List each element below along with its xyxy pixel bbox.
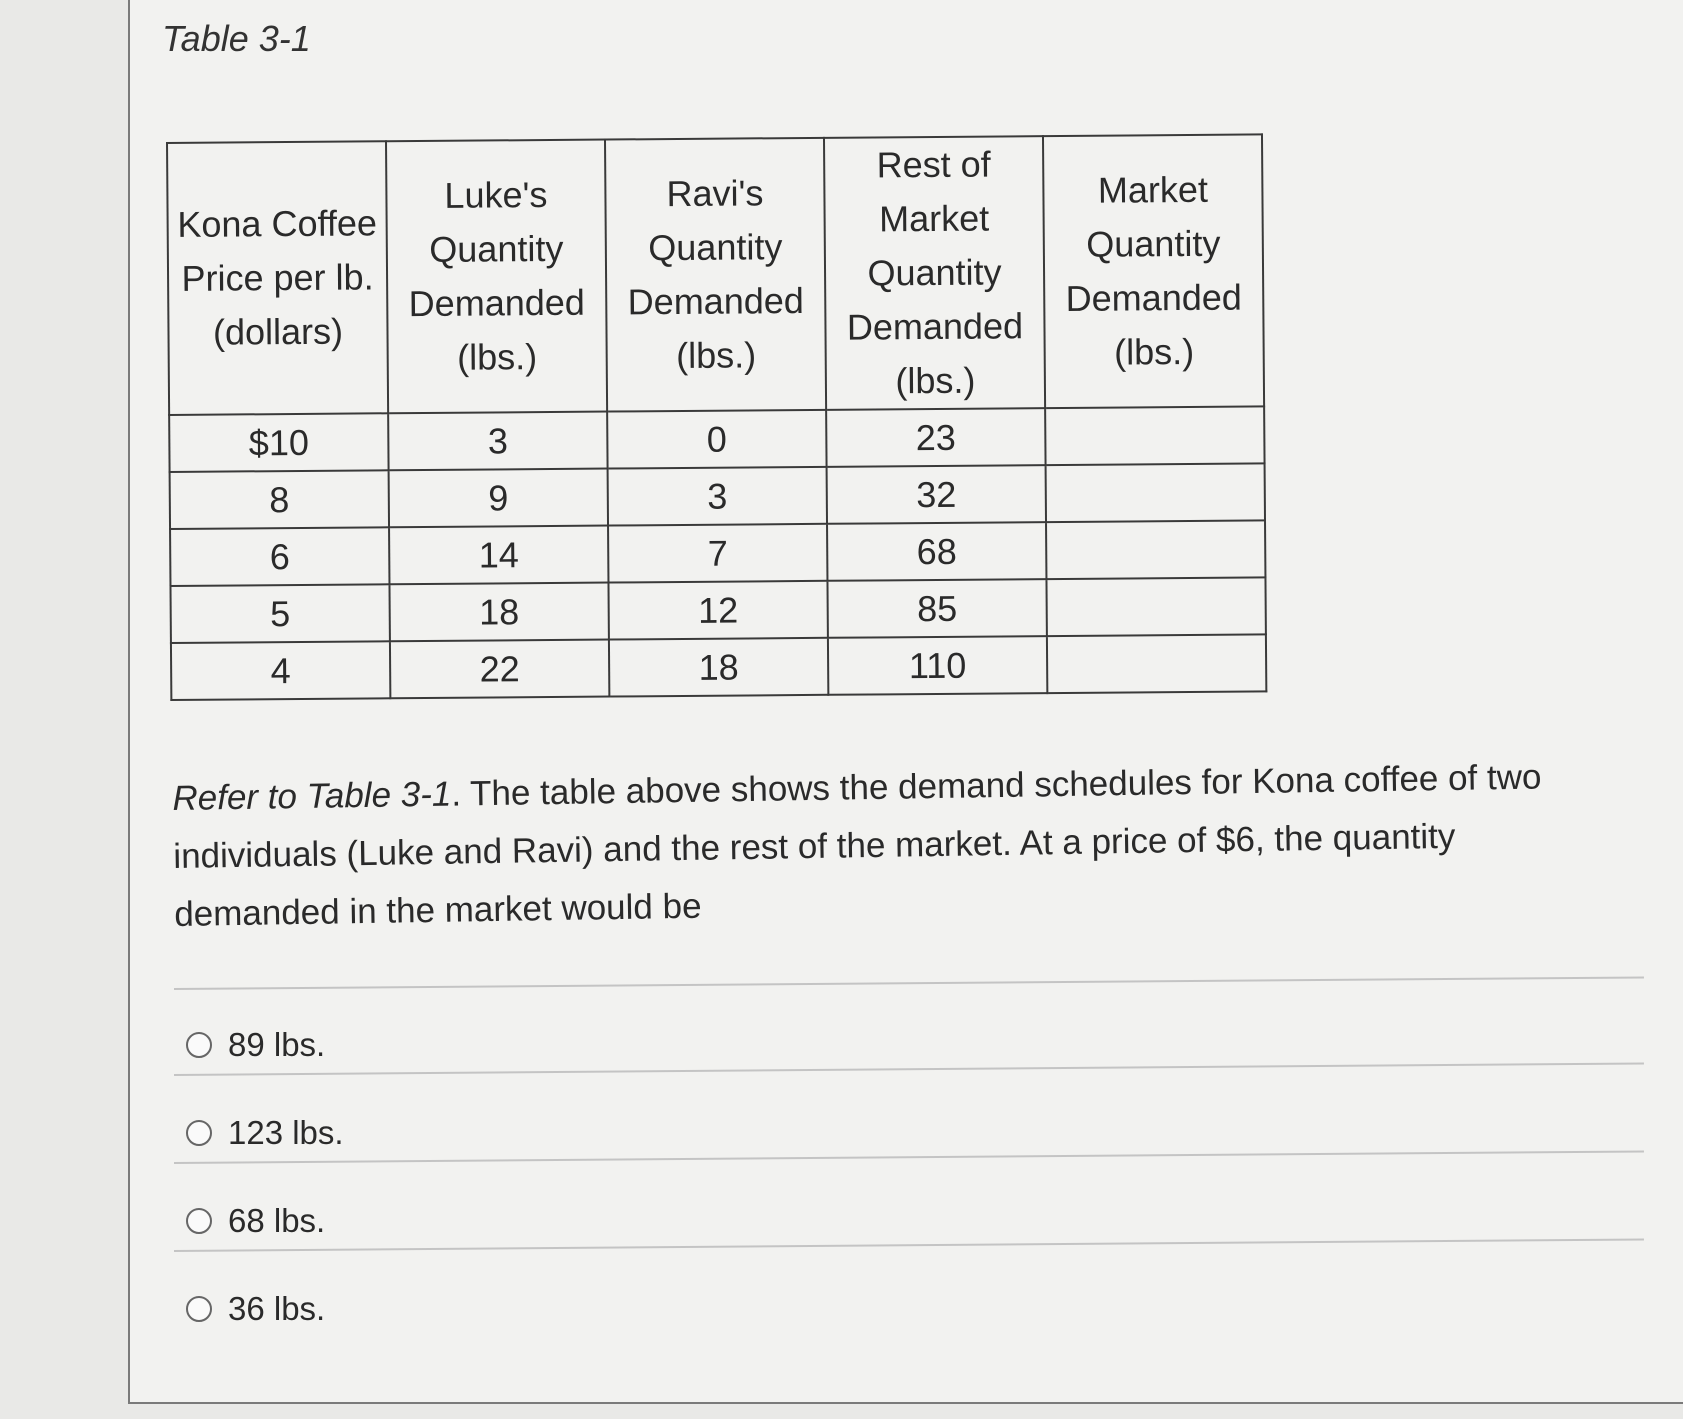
answer-option-1[interactable] <box>186 1026 325 1064</box>
table-cell: 8 <box>170 470 389 529</box>
header-price: Kona Coffee Price per lb. (dollars) <box>167 141 388 415</box>
question-body: . The table above shows the demand schedules for Kona coffee of two individuals (Luke and Ravi) and the rest of the market. At a price of $6, the quantity demanded in the market would be <box>173 757 1542 934</box>
table-cell: 3 <box>388 412 607 471</box>
answer-option-label: 36 lbs. <box>228 1290 326 1327</box>
header-luke: Luke's Quantity Demanded (lbs.) <box>386 140 607 414</box>
header-ravi: Ravi's Quantity Demanded (lbs.) <box>605 138 826 412</box>
table-cell: 18 <box>389 583 608 642</box>
table-cell: 0 <box>607 410 826 469</box>
table-cell-empty <box>1046 520 1265 579</box>
table-cell: 5 <box>170 584 389 643</box>
answer-option-label: 89 lbs. <box>228 1026 326 1063</box>
table-cell: 12 <box>608 581 827 640</box>
table-cell: 14 <box>389 526 608 585</box>
demand-table <box>166 133 1267 701</box>
header-rest-of-market: Rest of Market Quantity Demanded (lbs.) <box>824 136 1045 410</box>
radio-button[interactable] <box>186 1120 212 1146</box>
table-cell: 22 <box>390 640 609 699</box>
radio-button[interactable] <box>186 1208 212 1234</box>
table-cell-empty <box>1046 577 1265 636</box>
table-row <box>170 577 1265 643</box>
question-reference: Refer to Table 3-1 <box>172 774 452 818</box>
table-cell: 32 <box>827 465 1046 524</box>
table-row <box>170 463 1265 529</box>
table-cell: 6 <box>170 527 389 586</box>
table-cell: 23 <box>826 408 1045 467</box>
table-row <box>169 406 1264 472</box>
answer-option-2[interactable] <box>186 1114 344 1152</box>
header-market: Market Quantity Demanded (lbs.) <box>1043 134 1264 408</box>
table-cell: 68 <box>827 522 1046 581</box>
answer-option-label: 123 lbs. <box>228 1114 344 1151</box>
table-cell: 85 <box>827 579 1046 638</box>
question-text <box>172 748 1575 944</box>
table-title: Table 3-1 <box>162 18 311 59</box>
answer-option-4[interactable] <box>186 1290 325 1328</box>
table-row <box>170 520 1265 586</box>
table-header-row <box>167 134 1264 415</box>
table-cell: $10 <box>169 413 388 472</box>
table-cell-empty <box>1047 634 1266 693</box>
table-cell: 4 <box>171 641 390 700</box>
radio-button[interactable] <box>186 1032 212 1058</box>
table-cell: 18 <box>609 638 828 697</box>
answer-option-3[interactable] <box>186 1202 325 1240</box>
table-row <box>171 634 1266 700</box>
table-cell: 7 <box>608 524 827 583</box>
table-cell: 3 <box>608 467 827 526</box>
table-cell-empty <box>1045 406 1264 465</box>
table-cell: 110 <box>828 636 1047 695</box>
table-cell-empty <box>1046 463 1265 522</box>
table-cell: 9 <box>389 469 608 528</box>
answer-option-label: 68 lbs. <box>228 1202 326 1239</box>
radio-button[interactable] <box>186 1296 212 1322</box>
